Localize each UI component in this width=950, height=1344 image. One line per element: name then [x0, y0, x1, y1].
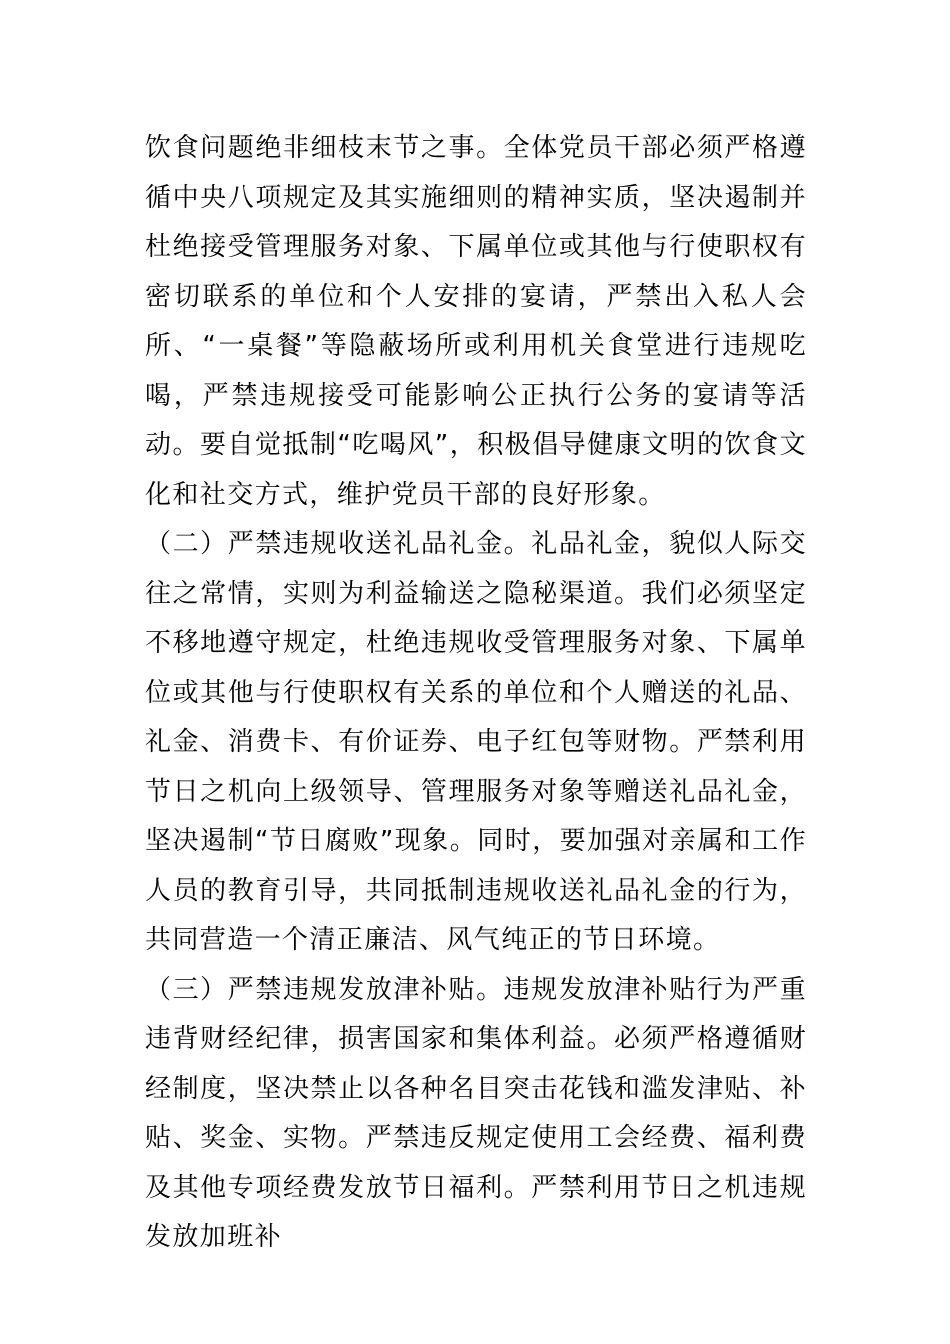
paragraph-allowance-rules: （三）严禁违规发放津补贴。违规发放津补贴行为严重违背财经纪律，损害国家和集体利益。必须严格遵循财经制度，坚决禁止以各种名目突击花钱和滥发津贴、补贴、奖金、实物。严禁违反规定使用工会经费、福利费及其他专项经费发放节日福利。严禁利用节日之机违规发放加班补 — [145, 974, 807, 1252]
paragraph-meal-rules: 饮食问题绝非细枝末节之事。全体党员干部必须严格遵循中央八项规定及其实施细则的精神实质，坚决遏制并杜绝接受管理服务对象、下属单位或其他与行使职权有密切联系的单位和个人安排的宴请，严禁出入私人会所、“一桌餐”等隐蔽场所或利用机关食堂进行违规吃喝，严禁违规接受可能影响公正执行公务的宴请等活动。要自觉抵制“吃喝风”，积极倡导健康文明的饮食文化和社交方式，维护党员干部的良好形象。 — [145, 133, 807, 510]
body-text — [145, 124, 807, 1263]
paragraph-gift-rules: （二）严禁违规收送礼品礼金。礼品礼金，貌似人际交往之常情，实则为利益输送之隐秘渠道。我们必须坚定不移地遵守规定，杜绝违规收受管理服务对象、下属单位或其他与行使职权有关系的单位和个人赠送的礼品、礼金、消费卡、有价证券、电子红包等财物。严禁利用节日之机向上级领导、管理服务对象等赠送礼品礼金，坚决遏制“节日腐败”现象。同时，要加强对亲属和工作人员的教育引导，共同抵制违规收送礼品礼金的行为，共同营造一个清正廉洁、风气纯正的节日环境。 — [145, 529, 807, 955]
